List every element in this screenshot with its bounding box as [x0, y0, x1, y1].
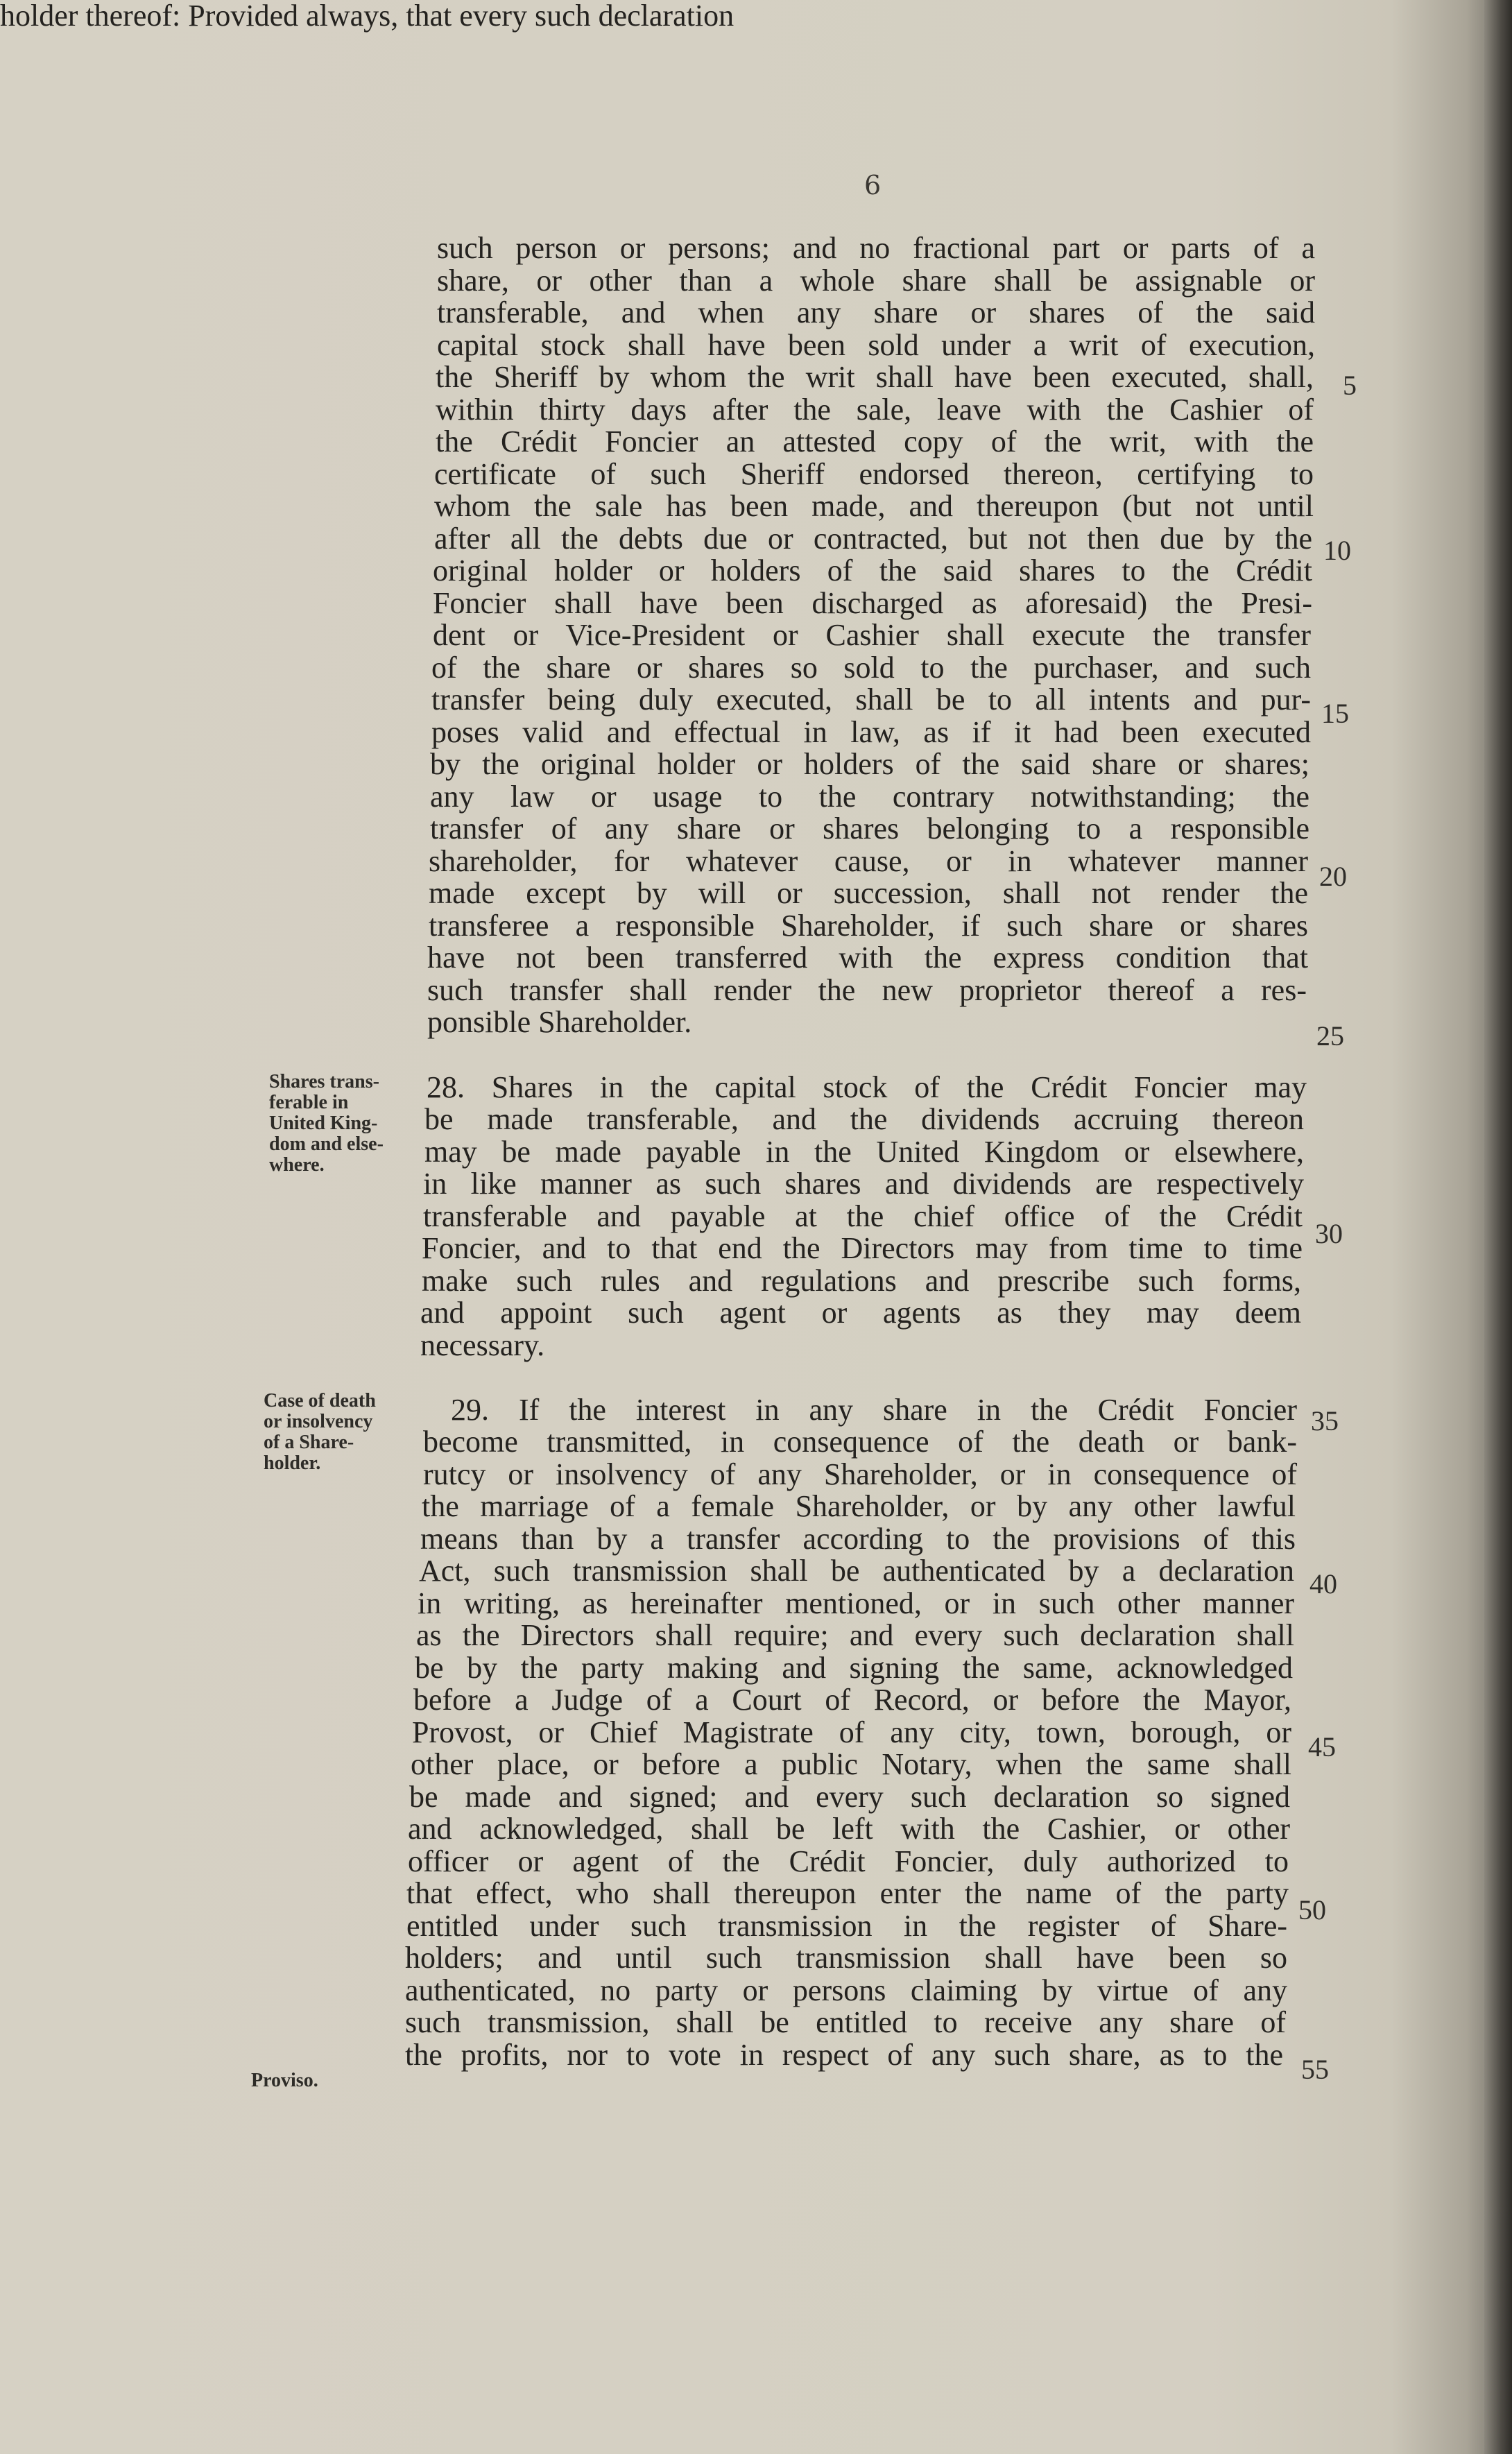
book-spine-shadow [1484, 0, 1512, 2454]
text-line: within thirty days after the sale, leave with the Cashier of [436, 393, 1314, 427]
text-line: such transmission, shall be entitled to receive any share of [405, 2005, 1286, 2039]
text-line: as the Directors shall require; and every such declaration shall [416, 1618, 1294, 1652]
text-line: capital stock shall have been sold under a writ of execution, [437, 328, 1315, 362]
text-line: Provost, or Chief Magistrate of any city, town, borough, or [412, 1715, 1291, 1749]
text-line: holder thereof: Provided always, that every such declaration [0, 0, 734, 33]
text-line: other place, or before a public Notary, when the same shall [411, 1747, 1291, 1781]
text-line: in writing, as hereinafter mentioned, or in such other manner [418, 1586, 1294, 1620]
text-line: Foncier shall have been discharged as aforesaid) the Presi- [433, 586, 1312, 620]
text-line: the marriage of a female Shareholder, or by any other lawful [422, 1489, 1296, 1523]
text-line: dent or Vice-President or Cashier shall execute the transfer [433, 618, 1311, 652]
text-line: and appoint such agent or agents as they may deem [420, 1296, 1301, 1330]
margin-note-line: where. [269, 1154, 325, 1176]
text-line: rutcy or insolvency of any Shareholder, or in consequence of [423, 1457, 1297, 1491]
line-number: 15 [1321, 698, 1349, 729]
margin-note-line: Case of death [264, 1390, 376, 1412]
text-line: be made and signed; and every such declaration so signed [409, 1780, 1290, 1814]
line-number: 35 [1311, 1405, 1339, 1436]
line-number: 50 [1298, 1894, 1326, 1925]
text-line: 29. If the interest in any share in the Crédit Foncier [451, 1393, 1297, 1427]
text-line: after all the debts due or contracted, but not then due by the [434, 522, 1312, 556]
text-line: and acknowledged, shall be left with the Cashier, or other [408, 1812, 1290, 1846]
margin-note-line: or insolvency [264, 1411, 373, 1432]
text-line: whom the sale has been made, and thereupon (but not until [434, 489, 1314, 523]
text-line: of the share or shares so sold to the purchaser, and such [431, 651, 1311, 685]
text-line: share, or other than a whole share shall be assignable or [437, 264, 1315, 298]
page-number: 6 [864, 170, 882, 200]
text-line: that effect, who shall thereupon enter the name of the party [406, 1876, 1289, 1910]
line-number: 10 [1323, 535, 1351, 566]
line-number: 45 [1308, 1731, 1336, 1762]
text-line: made except by will or succession, shall not render the [429, 876, 1308, 910]
text-line: such transfer shall render the new proprietor thereof a res- [427, 973, 1307, 1007]
text-line: holders; and until such transmission shall have been so [405, 1941, 1287, 1975]
margin-note [269, 1072, 384, 1176]
text-line: transfer of any share or shares belonging to a responsible [430, 812, 1309, 846]
text-line: such person or persons; and no fractional part or parts of a [437, 231, 1315, 265]
text-line: 28. Shares in the capital stock of the Crédit Foncier may [427, 1070, 1307, 1104]
text-line: Foncier, and to that end the Directors may from time to time [422, 1231, 1303, 1265]
text-line: necessary. [420, 1328, 545, 1362]
text-line: before a Judge of a Court of Record, or before the Mayor, [413, 1683, 1291, 1717]
text-line: means than by a transfer according to the provisions of this [420, 1522, 1296, 1556]
line-number: 20 [1319, 861, 1347, 892]
line-number: 40 [1309, 1568, 1337, 1599]
margin-note-line: of a Share- [264, 1432, 354, 1453]
text-line: become transmitted, in consequence of the death or bank- [423, 1425, 1297, 1459]
margin-note-line: Shares trans- [269, 1071, 379, 1092]
text-line: make such rules and regulations and prescribe such forms, [422, 1264, 1301, 1298]
text-line: transferable, and when any share or shares of the said [437, 295, 1315, 329]
line-number: 30 [1315, 1218, 1343, 1249]
margin-note-line: United King- [269, 1113, 378, 1134]
text-line: entitled under such transmission in the register of Share- [406, 1909, 1287, 1943]
text-line: certificate of such Sheriff endorsed thereon, certifying to [434, 457, 1314, 491]
text-line: be made transferable, and the dividends accruing thereon [424, 1102, 1304, 1136]
text-line: officer or agent of the Crédit Foncier, duly authorized to [408, 1844, 1289, 1878]
margin-note-line: dom and else- [269, 1133, 384, 1155]
text-line: any law or usage to the contrary notwithstanding; the [430, 780, 1309, 814]
line-number: 5 [1343, 370, 1357, 401]
text-line: ponsible Shareholder. [427, 1005, 692, 1039]
text-line: transferee a responsible Shareholder, if such share or shares [429, 909, 1308, 943]
margin-note [264, 1391, 376, 1474]
text-line: the Crédit Foncier an attested copy of the writ, with the [436, 424, 1314, 458]
text-line: be by the party making and signing the same, acknowledged [415, 1651, 1293, 1685]
text-line: transferable and payable at the chief office of the Crédit [423, 1199, 1303, 1233]
margin-note [251, 2070, 318, 2091]
text-line: by the original holder or holders of the said share or shares; [430, 747, 1309, 781]
margin-note-line: Proviso. [251, 2070, 318, 2091]
line-number: 55 [1301, 2054, 1329, 2085]
margin-note-line: ferable in [269, 1092, 349, 1113]
text-line: have not been transferred with the express condition that [427, 941, 1308, 975]
text-line: shareholder, for whatever cause, or in whatever manner [429, 844, 1308, 878]
text-line: authenticated, no party or persons claiming by virtue of any [405, 1973, 1287, 2007]
text-line: original holder or holders of the said shares to the Crédit [433, 554, 1312, 587]
text-line: Act, such transmission shall be authenticated by a declaration [419, 1554, 1294, 1588]
text-line: the Sheriff by whom the writ shall have been executed, shall, [436, 360, 1314, 394]
text-line: the profits, nor to vote in respect of any such share, as to the [405, 2038, 1283, 2072]
margin-note-line: holder. [264, 1452, 321, 1474]
text-line: in like manner as such shares and dividends are respectively [423, 1167, 1304, 1201]
text-line: poses valid and effectual in law, as if it had been executed [431, 715, 1311, 749]
line-number: 25 [1316, 1020, 1344, 1052]
text-line: may be made payable in the United Kingdom or elsewhere, [424, 1135, 1304, 1169]
text-line: transfer being duly executed, shall be to all intents and pur- [431, 683, 1311, 717]
